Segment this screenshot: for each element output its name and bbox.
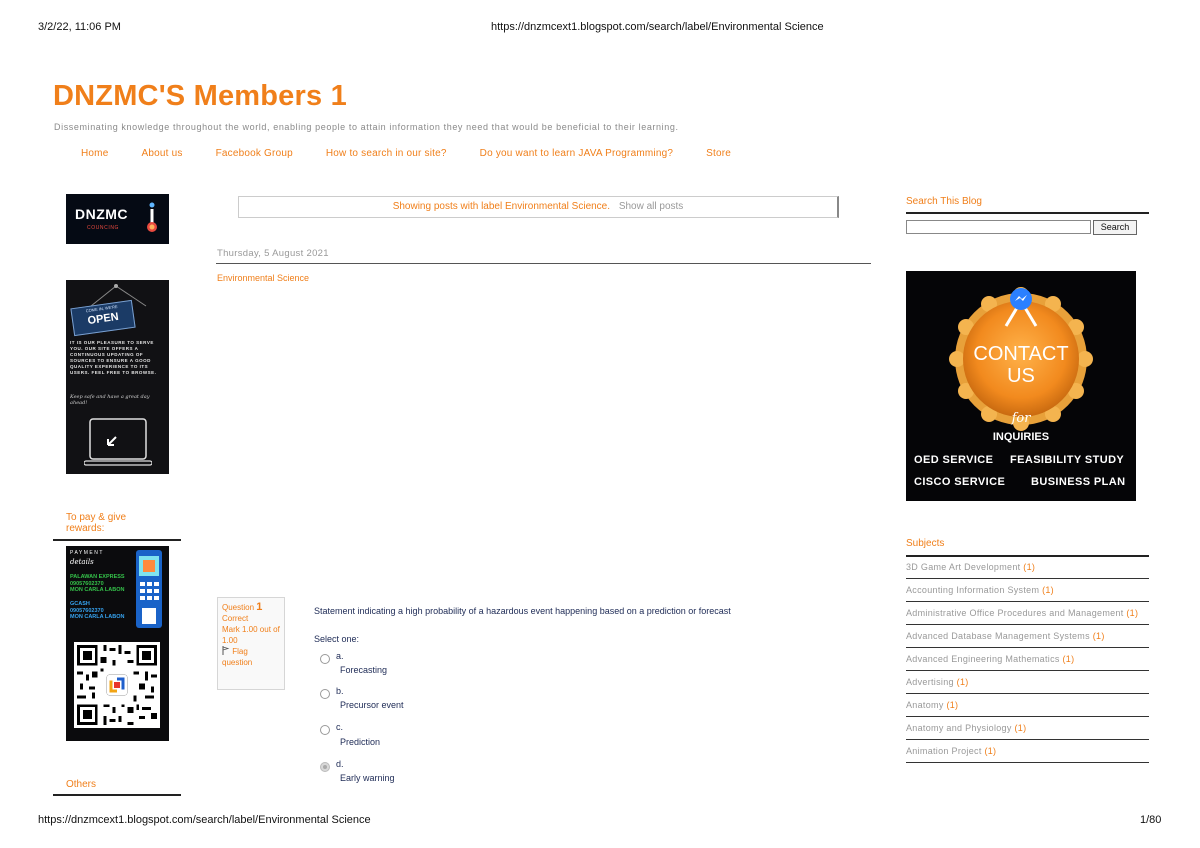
subject-item[interactable] [906,648,1149,671]
subject-item[interactable] [906,579,1149,602]
payment-terminal-icon [134,550,164,630]
contact-for: for [1011,411,1031,426]
subject-item[interactable] [906,556,1149,579]
option-c-radio[interactable] [320,725,330,735]
question-number [222,602,280,613]
subject-count: (1) [946,700,959,710]
subject-name: Anatomy [906,700,944,710]
others-divider [53,794,181,796]
question-text: Statement indicating a high probability of a hazardous event happening based on a prediction or forecast [314,606,731,616]
subject-name: Advertising [906,677,954,687]
option-b-letter: b. [336,686,344,696]
pay-line: GCASH [70,601,90,607]
print-datetime: 3/2/22, 11:06 PM [38,21,121,33]
nav-about-us[interactable]: About us [141,148,183,159]
service-business-plan: BUSINESS PLAN [1031,476,1126,488]
option-d-letter: d. [336,759,344,769]
label-filter-banner [238,196,839,218]
contact-title [906,343,1136,387]
subject-name: 3D Game Art Development [906,562,1021,572]
search-heading: Search This Blog [906,196,982,207]
qr-code-icon [74,642,160,728]
flag-question-label: Flag question [222,647,253,667]
dnzmc-logo[interactable] [66,194,169,244]
subject-count: (1) [1042,585,1054,595]
others-heading: Others [66,779,97,790]
nav-home[interactable]: Home [81,148,109,159]
option-c-text[interactable]: Prediction [340,737,381,747]
nav-facebook-group[interactable]: Facebook Group [215,148,293,159]
option-b-radio[interactable] [320,689,330,699]
subject-count: (1) [1023,562,1036,572]
option-d-text[interactable]: Early warning [340,773,395,783]
question-number-value: 1 [256,601,263,613]
subject-item[interactable] [906,717,1149,740]
option-a-radio[interactable] [320,654,330,664]
subject-item[interactable] [906,671,1149,694]
contact-line2: US [1007,365,1035,387]
lightbulb-icon [144,200,160,236]
option-a-letter: a. [336,651,344,661]
nav-store[interactable]: Store [706,148,732,159]
select-one-label: Select one: [314,634,360,644]
option-b-text[interactable]: Precursor event [340,700,404,710]
service-cisco: CISCO SERVICE [914,476,1006,488]
pay-line: 09057602370 [70,607,104,614]
print-footer-url: https://dnzmcext1.blogspot.com/search/label/Environmental Science [38,814,371,826]
open-sign-big: OPEN [86,310,120,328]
open-banner-footer: Keep safe and have a great day ahead! [70,394,150,406]
print-page-number: 1/80 [1140,814,1162,826]
subject-name: Anatomy and Physiology [906,723,1012,733]
pay-line: MON CARLA LABON [70,587,125,593]
logo-subtext: COUNCING [87,225,120,231]
pay-line: 09057602370 [70,580,104,587]
nav-how-to-search[interactable]: How to search in our site? [325,148,447,159]
subject-name: Administrative Office Procedures and Management [906,608,1124,618]
pay-line: MON CARLA LABON [70,614,125,620]
subject-name: Advanced Database Management Systems [906,631,1090,641]
subject-name: Accounting Information System [906,585,1040,595]
subject-count: (1) [1062,654,1075,664]
pay-script: details [70,558,94,566]
open-sign-small: COME IN, WE'RE [85,303,118,314]
subjects-heading: Subjects [906,538,945,549]
service-oed: OED SERVICE [914,454,994,466]
pay-divider [53,539,181,541]
question-mark: Mark 1.00 out of 1.00 [222,625,280,645]
blog-title[interactable]: DNZMC'S Members 1 [53,80,347,112]
contact-us-card[interactable] [906,271,1136,501]
question-label: Question [222,603,255,612]
contact-inquiries: INQUIRIES [992,431,1050,443]
print-url: https://dnzmcext1.blogspot.com/search/label/Environmental Science [491,21,824,33]
nav-learn-java[interactable]: Do you want to learn JAVA Programming? [479,148,674,159]
pay-heading: To pay & give rewards: [66,512,127,534]
service-feasibility: FEASIBILITY STUDY [1010,454,1125,466]
blog-description: Disseminating knowledge throughout the world, enabling people to attain information they need that would be beneficial to their learning. [54,122,679,132]
subject-count: (1) [984,746,997,756]
subject-item[interactable] [906,694,1149,717]
open-banner [66,280,169,474]
main-nav [81,148,764,159]
open-banner-body: IT IS OUR PLEASURE TO SERVE YOU. OUR SITE OFFERS A CONTINUOUS UPDATING OF SOURCES TO ENSURE A GOOD QUALITY EXPERIENCE TO ITS USERS. FEEL FREE TO BROWSE. [70,340,157,375]
subject-count: (1) [1092,631,1105,641]
subject-count: (1) [1014,723,1027,733]
search-input[interactable] [906,220,1091,234]
show-all-posts-link[interactable]: Show all posts [618,201,684,212]
question-info-box [217,597,285,690]
logo-text: DNZMC [75,206,129,222]
contact-line1: CONTACT [973,343,1069,365]
post-date: Thursday, 5 August 2021 [217,248,329,259]
subject-item[interactable] [906,602,1149,625]
label-filter-text: Showing posts with label Environmental Science. [392,201,611,212]
option-d-radio[interactable] [320,762,330,772]
flag-question-link[interactable] [222,646,280,668]
flag-icon [222,646,230,655]
subject-name: Advanced Engineering Mathematics [906,654,1060,664]
subject-item[interactable] [906,625,1149,648]
subject-count: (1) [1126,608,1139,618]
post-title[interactable]: Environmental Science [217,273,310,283]
pay-title: PAYMENT [70,550,104,556]
payment-details-card [66,546,169,741]
pay-line: PALAWAN EXPRESS [70,574,125,580]
option-a-text[interactable]: Forecasting [340,665,388,675]
subject-name: Animation Project [906,746,982,756]
question-status: Correct [222,614,249,623]
subject-item[interactable] [906,740,1149,763]
option-c-letter: c. [336,722,344,732]
laptop-icon [84,417,152,469]
date-divider [216,263,871,264]
search-button[interactable]: Search [1093,220,1137,235]
search-divider [906,212,1149,214]
subject-count: (1) [956,677,969,687]
subjects-list [906,556,1149,763]
